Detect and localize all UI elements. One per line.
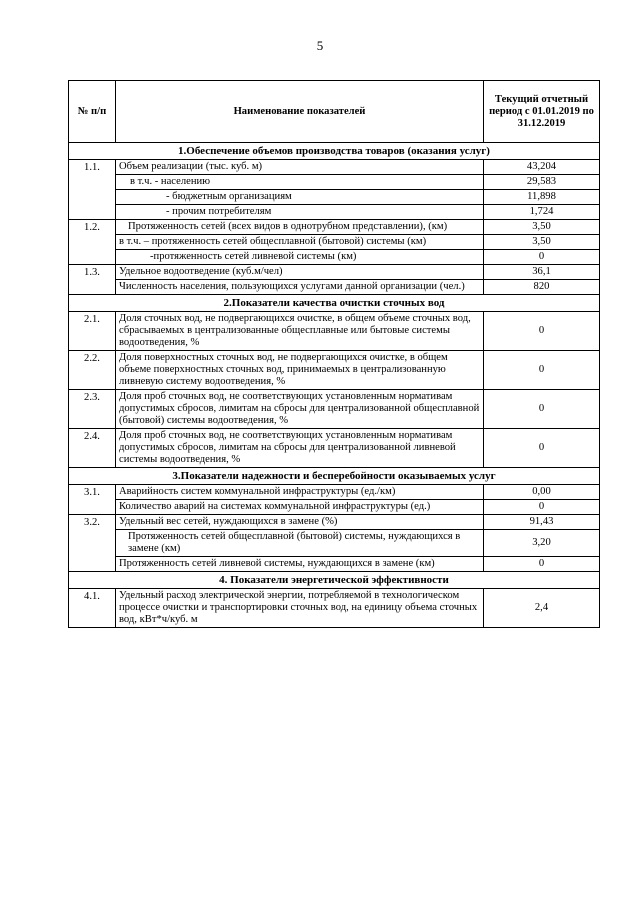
indicator-name: Удельный вес сетей, нуждающихся в замене (%) [116,515,484,530]
indicator-value: 0 [484,429,600,468]
indicator-name: - прочим потребителям [116,205,484,220]
indicator-value: 3,20 [484,530,600,557]
table-row [69,265,600,280]
row-number: 1.3. [69,265,116,295]
table-row [69,589,600,628]
indicator-name: Количество аварий на системах коммунальной инфраструктуры (ед.) [116,500,484,515]
indicator-name: Удельный расход электрической энергии, потребляемой в технологическом процессе очистки и транспортировки сточных вод, на единицу объема сточных вод, кВт*ч/куб. м [116,589,484,628]
row-number: 2.1. [69,312,116,351]
row-number: 2.2. [69,351,116,390]
indicator-value: 0,00 [484,485,600,500]
section-row [69,143,600,160]
indicator-value: 29,583 [484,175,600,190]
section-title: 4. Показатели энергетической эффективности [69,572,600,589]
indicator-value: 91,43 [484,515,600,530]
table-row [69,500,600,515]
table-row [69,530,600,557]
section-title: 2.Показатели качества очистки сточных вод [69,295,600,312]
indicator-value: 11,898 [484,190,600,205]
table-header-row [69,81,600,143]
table-row [69,205,600,220]
table-row [69,280,600,295]
indicator-name: Доля поверхностных сточных вод, не подвергающихся очистке, в общем объеме поверхностных сточных вод, принимаемых в централизованную ливневую систему водоотведения, % [116,351,484,390]
indicator-name: Протяженность сетей общесплавной (бытовой) системы, нуждающихся в замене (км) [116,530,484,557]
row-number: 2.3. [69,390,116,429]
indicator-name: - бюджетным организациям [116,190,484,205]
indicators-table [68,80,600,628]
table-row [69,557,600,572]
row-number: 1.1. [69,160,116,220]
table-row [69,250,600,265]
indicator-value: 2,4 [484,589,600,628]
row-number: 1.2. [69,220,116,265]
indicator-name: Доля проб сточных вод, не соответствующих установленным нормативам допустимых сбросов, лимитам на сбросы для централизованной ливневой системы водоотведения, % [116,429,484,468]
table-row [69,160,600,175]
indicator-name: в т.ч. - населению [116,175,484,190]
table-row [69,390,600,429]
section-title: 3.Показатели надежности и бесперебойности оказываемых услуг [69,468,600,485]
page-number: 5 [316,38,324,53]
indicator-value: 0 [484,351,600,390]
table-row [69,312,600,351]
indicator-value: 1,724 [484,205,600,220]
header-name: Наименование показателей [116,81,484,143]
indicator-name: Численность населения, пользующихся услугами данной организации (чел.) [116,280,484,295]
table-row [69,175,600,190]
table-row [69,515,600,530]
table-row [69,429,600,468]
header-period: Текущий отчетный период с 01.01.2019 по 31.12.2019 [484,81,600,143]
indicator-name: Протяженность сетей (всех видов в однотрубном представлении), (км) [116,220,484,235]
indicator-name: Удельное водоотведение (куб.м/чел) [116,265,484,280]
row-number: 3.1. [69,485,116,515]
indicator-value: 36,1 [484,265,600,280]
table-row [69,485,600,500]
table-row [69,351,600,390]
indicator-value: 0 [484,390,600,429]
row-number: 3.2. [69,515,116,572]
indicator-value: 3,50 [484,235,600,250]
indicator-value: 0 [484,500,600,515]
table-row [69,220,600,235]
indicator-name: -протяженность сетей ливневой системы (км) [116,250,484,265]
indicator-value: 0 [484,557,600,572]
section-row [69,468,600,485]
indicator-value: 43,204 [484,160,600,175]
section-row [69,295,600,312]
indicator-value: 0 [484,250,600,265]
row-number: 4.1. [69,589,116,628]
indicator-value: 0 [484,312,600,351]
indicator-name: в т.ч. – протяженность сетей общесплавной (бытовой) системы (км) [116,235,484,250]
indicator-name: Протяженность сетей ливневой системы, нуждающихся в замене (км) [116,557,484,572]
indicator-value: 820 [484,280,600,295]
indicator-value: 3,50 [484,220,600,235]
indicator-name: Доля сточных вод, не подвергающихся очистке, в общем объеме сточных вод, сбрасываемых в централизованные общесплавные или бытовые системы водоотведения, % [116,312,484,351]
table-row [69,190,600,205]
section-row [69,572,600,589]
header-number: № п/п [69,81,116,143]
table-row [69,235,600,250]
indicator-name: Доля проб сточных вод, не соответствующих установленным нормативам допустимых сбросов, лимитам на сбросы для централизованной общесплавной (бытовой) системы водоотведения, % [116,390,484,429]
row-number: 2.4. [69,429,116,468]
section-title: 1.Обеспечение объемов производства товаров (оказания услуг) [69,143,600,160]
indicator-name: Аварийность систем коммунальной инфраструктуры (ед./км) [116,485,484,500]
indicator-name: Объем реализации (тыс. куб. м) [116,160,484,175]
